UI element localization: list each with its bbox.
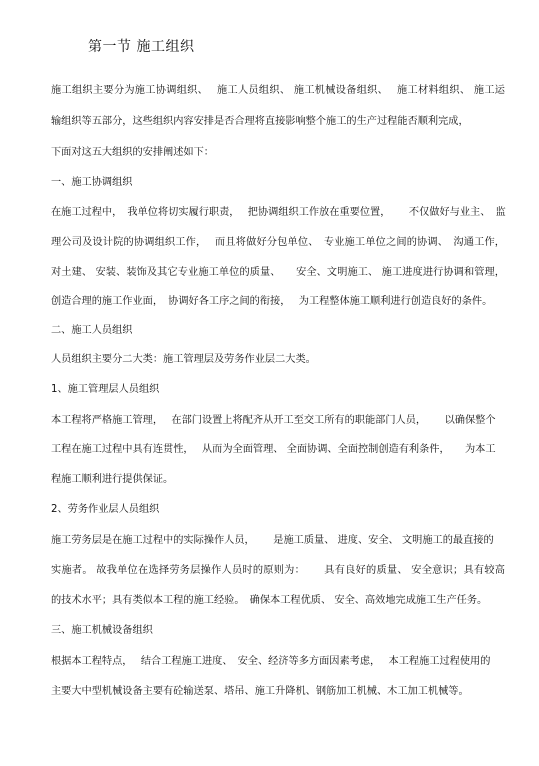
section-heading: 二、施工人员组织: [51, 325, 133, 336]
subsection-heading: 1、施工管理层人员组织: [51, 384, 160, 395]
paragraph-line: 主要大中型机械设备主要有砼输送泵、塔吊、施工升降机、钢筋加工机械、木工加工机械等。: [51, 686, 469, 697]
section-heading: 三、施工机械设备组织: [51, 625, 153, 636]
paragraph-line: 根据本工程特点， 结合工程施工进度、 安全、经济等多方面因素考虑， 本工程施工过程使用的: [51, 656, 491, 667]
paragraph-line: 工程在施工过程中具有连贯性， 从而为全面管理、 全面协调、全面控制创造有利条件， 为本工: [51, 444, 496, 455]
paragraph-line: 在施工过程中， 我单位将切实履行职责， 把协调组织工作放在重要位置， 不仅做好与业主、 监: [51, 207, 506, 218]
section-title: 第一节 施工组织: [88, 39, 195, 55]
paragraph-line: 对土建、 安装、装饰及其它专业施工单位的质量、 安全、文明施工、 施工进度进行协调和管理，: [51, 267, 505, 278]
paragraph-line: 输组织等五部分，这些组织内容安排是否合理将直接影响整个施工的生产过程能否顺利完成，: [51, 116, 469, 127]
paragraph-line: 人员组织主要分二大类：施工管理层及劳务作业层二大类。: [51, 354, 316, 365]
paragraph-line: 的技术水平；具有类似本工程的施工经验。 确保本工程优质、 安全、高效地完成施工生产任务。: [51, 595, 488, 606]
paragraph-line: 理公司及设计院的协调组织工作， 而且将做好分包单位、 专业施工单位之间的协调、 沟通工作，: [51, 237, 505, 248]
paragraph-line: 下面对这五大组织的安排阐述如下：: [51, 147, 214, 158]
subsection-heading: 2、劳务作业层人员组织: [51, 504, 160, 515]
section-heading: 一、施工协调组织: [51, 177, 133, 188]
paragraph-line: 程施工顺利进行提供保证。: [51, 474, 174, 485]
paragraph-line: 创造合理的施工作业面， 协调好各工序之间的衔接， 为工程整体施工顺利进行创造良好的条件。: [51, 296, 493, 307]
paragraph-line: 本工程将严格施工管理， 在部门设置上将配齐从开工至交工所有的职能部门人员， 以确保整个: [51, 415, 496, 426]
paragraph-line: 施工劳务层是在施工过程中的实际操作人员， 是施工质量、 进度、安全、 文明施工的最直接的: [51, 535, 494, 546]
paragraph-line: 实施者。 故我单位在选择劳务层操作人员时的原则为： 具有良好的质量、 安全意识；具有较高: [51, 565, 505, 576]
paragraph-line: 施工组织主要分为施工协调组织、 施工人员组织、 施工机械设备组织、 施工材料组织、 施工运: [51, 85, 505, 96]
